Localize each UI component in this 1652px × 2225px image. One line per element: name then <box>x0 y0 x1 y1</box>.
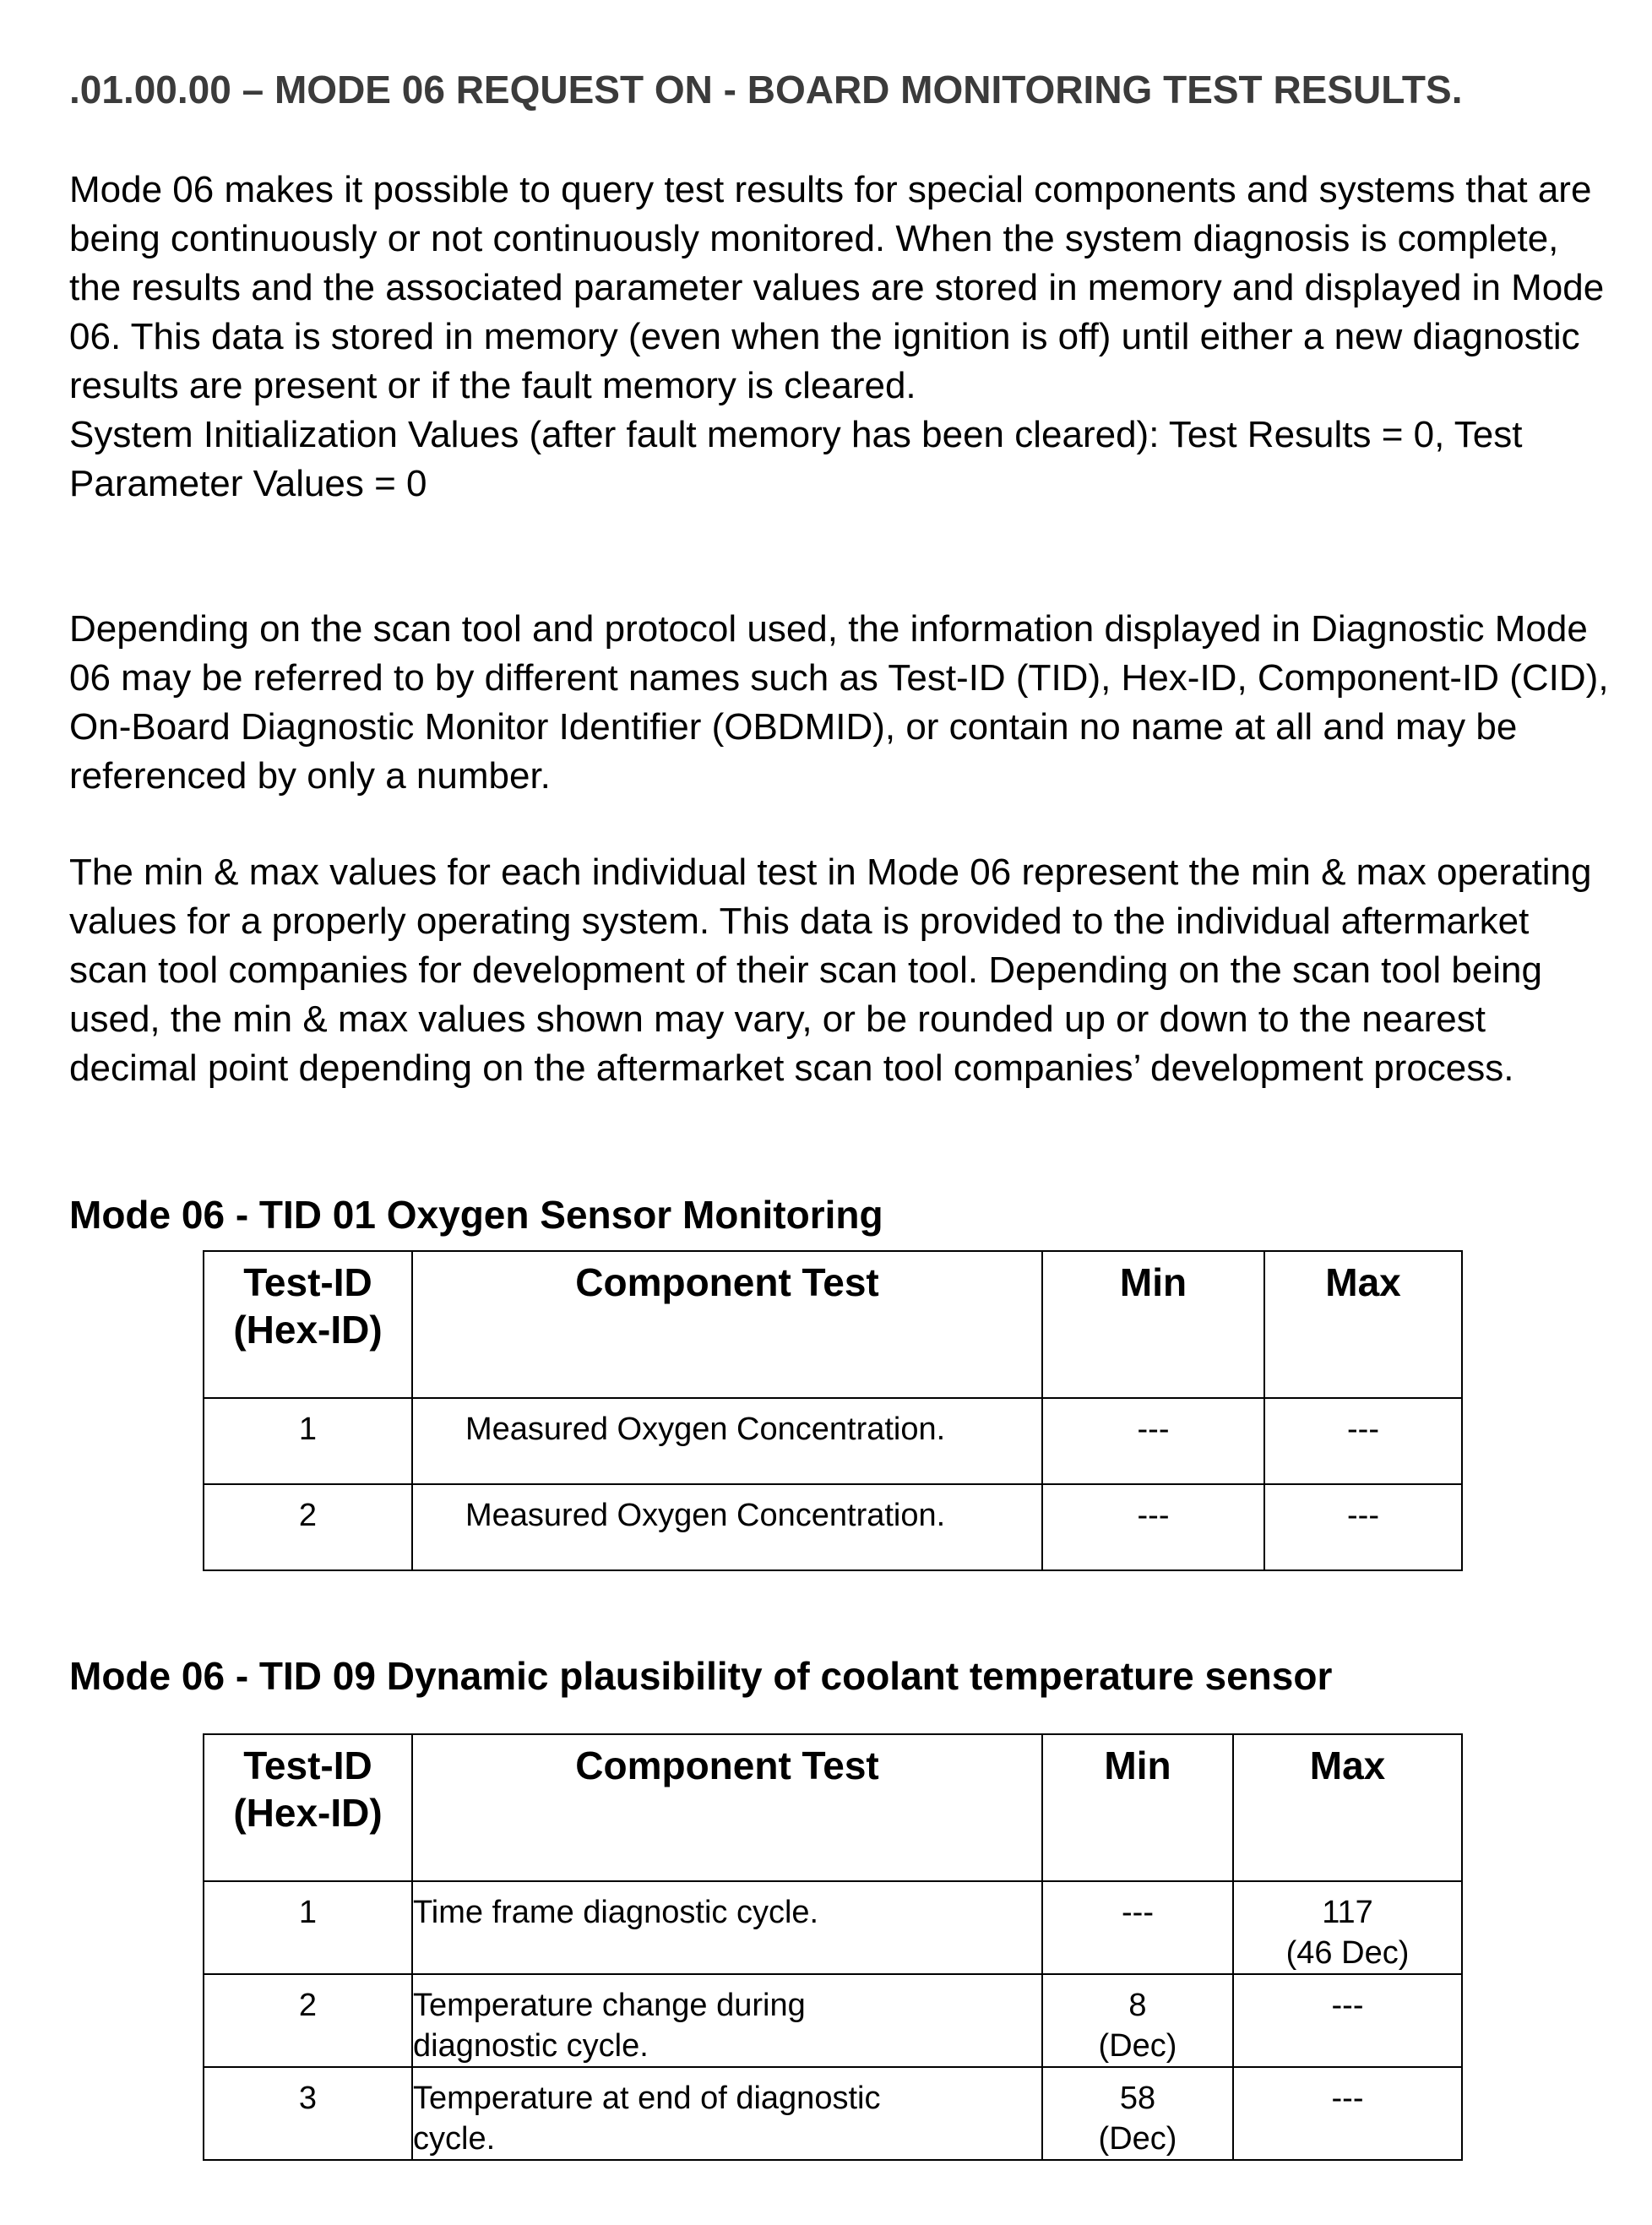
table-row <box>204 1974 1462 2067</box>
max-header: Max <box>1264 1251 1462 1398</box>
intro-paragraph <box>69 166 1615 509</box>
component-test-cell: Time frame diagnostic cycle. <box>412 1881 1042 1974</box>
min-header: Min <box>1042 1251 1264 1398</box>
table-row <box>204 1484 1462 1570</box>
component-test-header: Component Test <box>412 1251 1042 1398</box>
min-cell: --- <box>1042 1881 1233 1974</box>
tid09-title: Mode 06 - TID 09 Dynamic plausibility of coolant temperature sensor <box>69 1654 1333 1698</box>
test-id-header: Test-ID (Hex-ID) <box>204 1734 412 1881</box>
component-test-cell: Temperature change during diagnostic cycle. <box>412 1974 1042 2067</box>
test-id-cell: 1 <box>204 1881 412 1974</box>
test-id-cell: 3 <box>204 2067 412 2160</box>
tid01-table <box>203 1250 1463 1571</box>
component-test-cell: Measured Oxygen Concentration. <box>412 1398 1042 1484</box>
test-id-header: Test-ID (Hex-ID) <box>204 1251 412 1398</box>
component-test-cell: Temperature at end of diagnostic cycle. <box>412 2067 1042 2160</box>
table-row <box>204 2067 1462 2160</box>
table-row <box>204 1881 1462 1974</box>
component-test-cell: Measured Oxygen Concentration. <box>412 1484 1042 1570</box>
component-test-header: Component Test <box>412 1734 1042 1881</box>
max-cell: --- <box>1233 2067 1462 2160</box>
min-header: Min <box>1042 1734 1233 1881</box>
test-id-cell: 1 <box>204 1398 412 1484</box>
max-cell: --- <box>1233 1974 1462 2067</box>
max-cell: 117 (46 Dec) <box>1233 1881 1462 1974</box>
test-id-cell: 2 <box>204 1974 412 2067</box>
naming-text: Depending on the scan tool and protocol used, the information displayed in Diagnostic Mode 06 may be referred to by different names such as Test-ID (TID), Hex-ID, Component-ID (CID), On-Board Diagnostic Monitor Identifier (OBDMID), or contain no name at all and may be referenced by only a number. <box>69 608 1609 797</box>
initialization-values-text: System Initialization Values (after fault memory has been cleared): Test Results = 0, Test Parameter Values = 0 <box>69 414 1523 504</box>
max-cell: --- <box>1264 1484 1462 1570</box>
test-id-cell: 2 <box>204 1484 412 1570</box>
min-cell: --- <box>1042 1484 1264 1570</box>
tid09-table <box>203 1733 1463 2161</box>
table-row <box>204 1398 1462 1484</box>
min-cell: --- <box>1042 1398 1264 1484</box>
min-max-text: The min & max values for each individual test in Mode 06 represent the min & max operating values for a properly operating system. This data is provided to the individual aftermarket scan tool companies for development of their scan tool. Depending on the scan tool being used, the min & max values shown may vary, or be rounded up or down to the nearest decimal point depending on the aftermarket scan tool companies’ development process. <box>69 851 1592 1089</box>
tid01-title: Mode 06 - TID 01 Oxygen Sensor Monitoring <box>69 1193 883 1237</box>
intro-text: Mode 06 makes it possible to query test results for special components and systems that are being continuously or not continuously monitored. When the system diagnosis is complete, the results and the associated parameter values are stored in memory and displayed in Mode 06. This data is stored in memory (even when the ignition is off) until either a new diagnostic results are present or if the fault memory is cleared. <box>69 169 1605 406</box>
table-header-row <box>204 1734 1462 1881</box>
max-header: Max <box>1233 1734 1462 1881</box>
max-cell: --- <box>1264 1398 1462 1484</box>
min-cell: 58 (Dec) <box>1042 2067 1233 2160</box>
naming-paragraph <box>69 605 1615 801</box>
min-max-paragraph <box>69 848 1615 1093</box>
min-cell: 8 (Dec) <box>1042 1974 1233 2067</box>
table-header-row <box>204 1251 1462 1398</box>
page-heading: .01.00.00 – MODE 06 REQUEST ON - BOARD MONITORING TEST RESULTS. <box>69 68 1463 112</box>
